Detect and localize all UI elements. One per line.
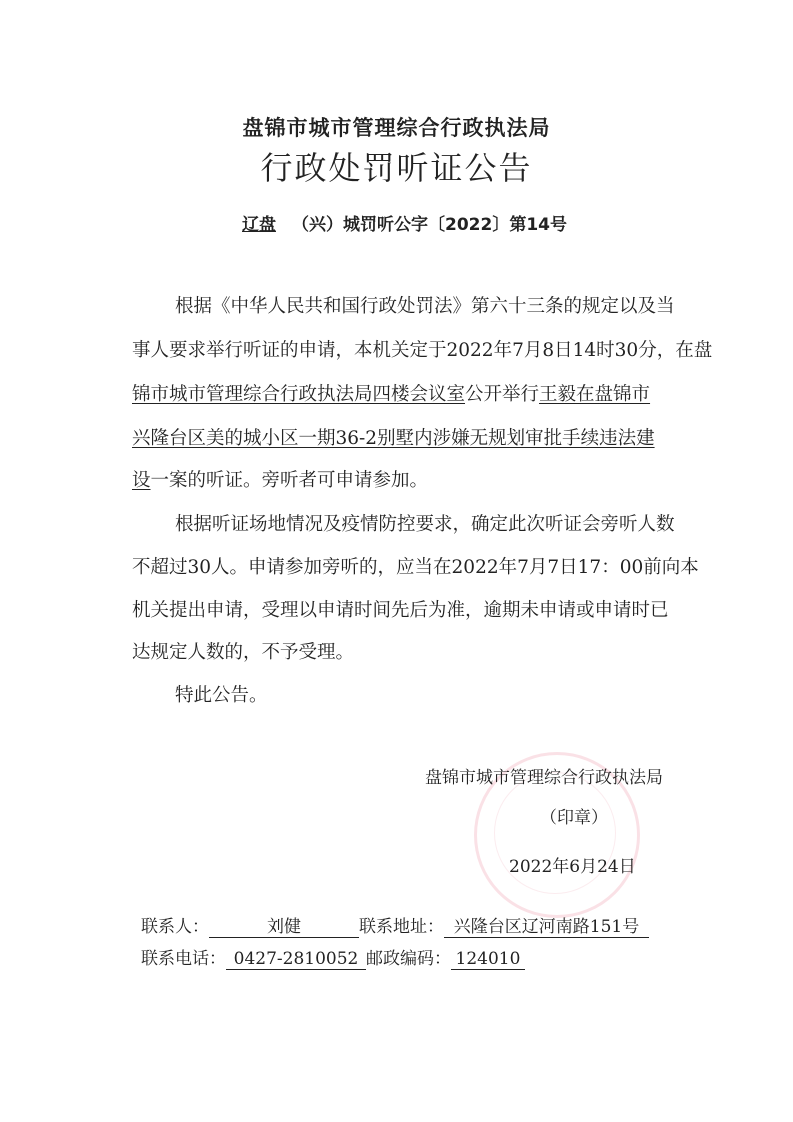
paragraph-2-line-3: 机关提出申请，受理以申请时间先后为准，逾期未申请或申请时已 bbox=[132, 600, 669, 621]
contact-address-label: 联系地址： bbox=[359, 917, 444, 937]
paragraph-2-line-1: 根据听证场地情况及疫情防控要求，确定此次听证会旁听人数 bbox=[175, 514, 675, 535]
signature-organization: 盘锦市城市管理综合行政执法局 bbox=[425, 768, 663, 788]
paragraph-2-line-2: 不超过30人。申请参加旁听的，应当在2022年7月7日17：00前向本 bbox=[132, 557, 699, 578]
paragraph-1-line-3 bbox=[132, 380, 650, 406]
contact-postcode-value: 124010 bbox=[451, 949, 525, 970]
page-title: 行政处罚听证公告 bbox=[260, 149, 533, 187]
contact-address-value: 兴隆台区辽河南路151号 bbox=[444, 917, 649, 938]
contact-row-2 bbox=[141, 944, 525, 970]
document-number-rest: （兴）城罚听公字〔2022〕第14号 bbox=[292, 215, 567, 235]
contact-row-1 bbox=[141, 912, 649, 938]
contact-person-label: 联系人： bbox=[141, 917, 209, 937]
case-party: 王毅在盘锦市 bbox=[539, 384, 651, 405]
document-number-prefix: 辽盘 bbox=[242, 215, 276, 235]
paragraph-1-line-4: 兴隆台区美的城小区一期36-2别墅内涉嫌无规划审批手续违法建 bbox=[132, 428, 655, 449]
paragraph-1-text-end: 一案的听证。旁听者可申请参加。 bbox=[150, 470, 429, 491]
signature-date: 2022年6月24日 bbox=[509, 857, 636, 877]
case-description-end: 设 bbox=[132, 470, 151, 491]
contact-phone-value: 0427-2810052 bbox=[226, 949, 366, 970]
issuing-organization: 盘锦市城市管理综合行政执法局 bbox=[242, 116, 551, 140]
seal-note: （印章） bbox=[540, 808, 608, 828]
paragraph-1-line-5 bbox=[132, 466, 428, 492]
paragraph-1-line-1: 根据《中华人民共和国行政处罚法》第六十三条的规定以及当 bbox=[175, 296, 675, 317]
hearing-venue: 锦市城市管理综合行政执法局四楼会议室 bbox=[132, 384, 466, 405]
document-number bbox=[0, 210, 793, 235]
contact-phone-label: 联系电话： bbox=[141, 949, 226, 969]
closing-remark: 特此公告。 bbox=[175, 685, 268, 706]
contact-person-value: 刘健 bbox=[209, 917, 359, 938]
paragraph-1-text: 公开举行 bbox=[465, 384, 540, 405]
paragraph-2-line-4: 达规定人数的，不予受理。 bbox=[132, 642, 355, 663]
paragraph-1-line-2: 事人要求举行听证的申请，本机关定于2022年7月8日14时30分，在盘 bbox=[132, 340, 713, 361]
contact-postcode-label: 邮政编码： bbox=[366, 949, 451, 969]
